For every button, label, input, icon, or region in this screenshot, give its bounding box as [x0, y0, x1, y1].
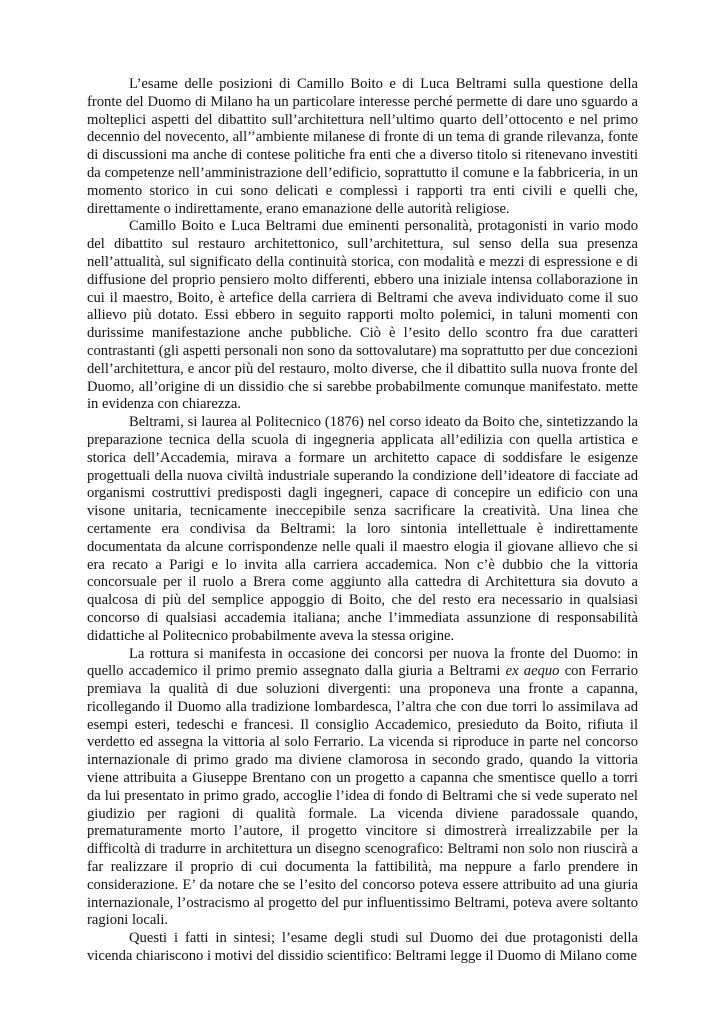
paragraph-2: Camillo Boito e Luca Beltrami due eminenti personalità, protagonisti in vario modo del dibattito sul restauro architettonico, sull’architettura, sul senso della sua presenza nell’attualità, sul significato della continuità storica, con modalità e mezzi di espressione e di diffusione del proprio pensiero molto differenti, ebbero una iniziale intensa collaborazione in cui il maestro, Boito, è artefice della carriera di Beltrami che aveva individuato come il suo allievo più dotato. Essi ebbero in seguito rapporti molto polemici, in taluni momenti con durissime manifestazione anche pubbliche. Ciò è l’esito dello scontro fra due caratteri contrastanti (gli aspetti personali non sono da sottovalutare) ma soprattutto per due concezioni dell’architettura, e ancor più del restauro, molto diverse, che il dibattito sulla nuova fronte del Duomo, all’origine di un dissidio che si sarebbe probabilmente comunque manifestato. mette in evidenza con chiarezza.	[87, 218, 638, 413]
paragraph-4-emphasis: ex aequo	[505, 663, 560, 680]
body-text	[87, 76, 638, 966]
paragraph-5: Questi i fatti in sintesi; l’esame degli studi sul Duomo dei due protagonisti della vicenda chiariscono i motivi del dissidio scientifico: Beltrami legge il Duomo di Milano come	[87, 930, 638, 965]
paragraph-3: Beltrami, si laurea al Politecnico (1876) nel corso ideato da Boito che, sintetizzando la preparazione tecnica della scuola di ingegneria applicata all’edilizia con quella artistica e storica dell’Accademia, mirava a formare un architetto capace di soddisfare le esigenze progettuali della nuova civiltà industriale superando la condizione dell’ideatore di facciate ad organismi costruttivi predisposti dagli ingegneri, capace di concepire un edificio con una visone unitaria, tecnicamente ineccepibile senza sacrificare la creatività. Una linea che certamente era condivisa da Beltrami: la loro sintonia intellettuale è indirettamente documentata da alcune corrispondenze nelle quali il maestro elogia il giovane allievo che si era recato a Parigi e lo invita alla carriera accademica. Non c’è dubbio che la vittoria concorsuale per il ruolo a Brera come aggiunto alla cattedra di Architettura sia dovuto a qualcosa di più del semplice appoggio di Boito, che del resto era necessario in qualsiasi concorso di qualsiasi accademia italiana; anche l’immediata assunzione di responsabilità didattiche al Politecnico probabilmente aveva la stessa origine.	[87, 414, 638, 644]
paragraph-1: L’esame delle posizioni di Camillo Boito e di Luca Beltrami sulla questione della fronte del Duomo di Milano ha un particolare interesse perché permette di dare uno sguardo a molteplici aspetti del dibattito sull’architettura nell’ultimo quarto dell’ottocento e nel primo decennio del novecento, all’’ambiente milanese di fronte di un tema di grande rilevanza, fonte di discussioni ma anche di contese politiche fra enti che a diverso titolo si ritenevano investiti da competenze nell’amministrazione dell’edificio, soprattutto il comune e la fabbriceria, in un momento storico in cui sono delicati e complessi i rapporti tra enti civili e quelli che, direttamente o indirettamente, erano emanazione delle autorità religiose.	[87, 76, 638, 217]
paragraph-4	[87, 646, 638, 931]
paragraph-4-after: con Ferrario premiava la qualità di due soluzioni divergenti: una proponeva una fronte a capanna, ricollegando il Duomo alla tradizione lombardesca, l’altra che con due torri lo assimilava ad esempi esteri, tedeschi e francesi. Il consiglio Accademico, presieduto da Boito, rifiuta il verdetto ed assegna la vittoria al solo Ferrario. La vicenda si riproduce in parte nel concorso internazionale di primo grado ma diviene clamorosa in secondo grado, quando la vittoria viene attribuita a Giuseppe Brentano con un progetto a capanna che smentisce quello a torri da lui presentato in primo grado, accoglie l’idea di fondo di Beltrami che si vede superato nel giudizio per ragioni di qualità formale. La vicenda diviene paradossale quando, prematuramente morto l’autore, il progetto vincitore si dimostrerà irrealizzabile per la difficoltà di tradurre in architettura un disegno scenografico: Beltrami non solo non riuscirà a far realizzare il proprio di cui documenta la fattibilità, ma neppure a farlo prendere in considerazione. E’ da notare che se l’esito del concorso poteva essere attribuito ad una giuria internazionale, l’ostracismo al progetto del pur influentissimo Beltrami, poteva avere soltanto ragioni locali.	[87, 663, 638, 929]
paragraph-4-before: La rottura si manifesta in occasione dei concorsi per nuova la fronte del Duomo: in quello accademico il primo premio assegnato dalla giuria a Beltrami	[87, 645, 638, 680]
